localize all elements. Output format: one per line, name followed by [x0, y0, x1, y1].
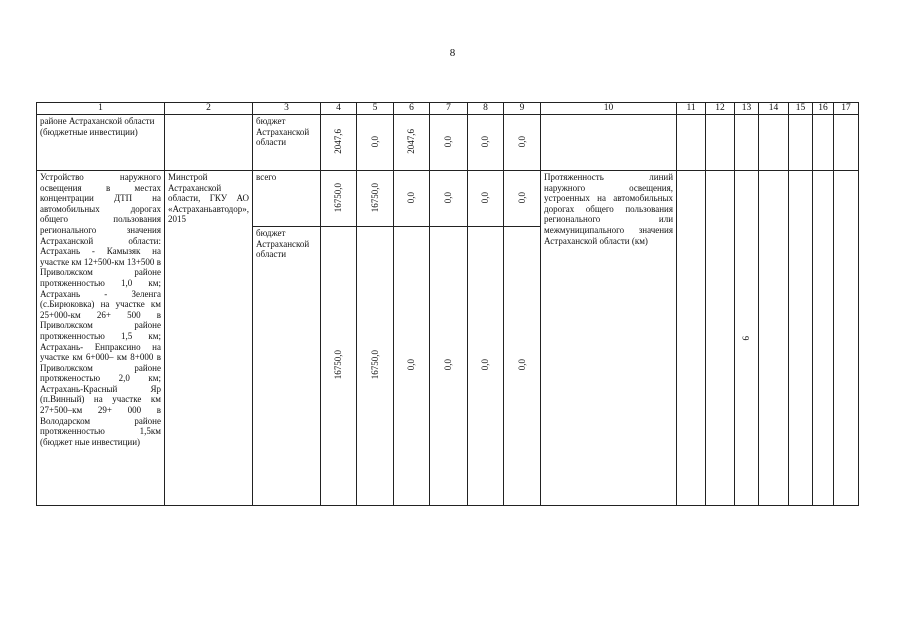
value-text: 0,0 [516, 191, 527, 203]
program-table [36, 102, 859, 506]
value-text: 0,0 [480, 359, 491, 371]
header-cell: 16 [813, 103, 834, 115]
value-cell [357, 171, 394, 227]
header-cell: 2 [165, 103, 253, 115]
header-cell: 8 [468, 103, 504, 115]
value-cell [321, 115, 357, 171]
value-cell [430, 115, 468, 171]
header-row [37, 103, 859, 115]
empty-cell [789, 171, 813, 506]
empty-cell [813, 171, 834, 506]
indicator-cell: Протяженность линий наружного освещения, устроенных на автомобильных дорогах общего пользования регионального или межмуниципального значения Астраханской области (км) [541, 171, 677, 506]
value-text: 16750,0 [369, 350, 380, 380]
value-cell [394, 227, 430, 506]
value-cell [468, 227, 504, 506]
value-cell [430, 171, 468, 227]
value-cell [504, 115, 541, 171]
empty-cell [759, 115, 789, 171]
indicator-value-cell [735, 171, 759, 506]
empty-cell [735, 115, 759, 171]
header-cell: 7 [430, 103, 468, 115]
executor-cell: Минстрой Астраханской области, ГКУ АО «Астраханьавтодор», 2015 [165, 171, 253, 506]
value-text: 0,0 [480, 135, 491, 147]
empty-cell [706, 115, 735, 171]
value-text: 2047,6 [406, 128, 417, 154]
header-cell: 4 [321, 103, 357, 115]
header-cell: 17 [834, 103, 859, 115]
source-cell: всего [253, 171, 321, 227]
header-cell: 9 [504, 103, 541, 115]
header-cell: 13 [735, 103, 759, 115]
value-cell [504, 227, 541, 506]
value-text: 16750,0 [333, 182, 344, 212]
value-text: 0,0 [369, 135, 380, 147]
value-text: 0,0 [443, 135, 454, 147]
empty-cell [759, 171, 789, 506]
value-cell [357, 227, 394, 506]
value-text: 0,0 [406, 191, 417, 203]
value-cell [321, 227, 357, 506]
value-cell [468, 171, 504, 227]
source-cell: бюджет Астраханской области [253, 227, 321, 506]
empty-cell [706, 171, 735, 506]
header-cell: 6 [394, 103, 430, 115]
header-cell: 14 [759, 103, 789, 115]
header-cell: 5 [357, 103, 394, 115]
table-row-total [37, 171, 859, 227]
value-cell [504, 171, 541, 227]
value-cell [394, 171, 430, 227]
event-name-cell: районе Астраханской области (бюджетные инвестиции) [37, 115, 165, 171]
empty-cell [834, 171, 859, 506]
value-text: 2047,6 [333, 128, 344, 154]
empty-cell [813, 115, 834, 171]
table-row-previous [37, 115, 859, 171]
value-cell [357, 115, 394, 171]
value-text: 16750,0 [369, 182, 380, 212]
value-text: 0,0 [480, 191, 491, 203]
value-cell [321, 171, 357, 227]
header-cell: 10 [541, 103, 677, 115]
value-text: 0,0 [516, 135, 527, 147]
header-cell: 3 [253, 103, 321, 115]
empty-cell [677, 115, 706, 171]
value-cell [430, 227, 468, 506]
header-cell: 15 [789, 103, 813, 115]
header-cell: 12 [706, 103, 735, 115]
value-text: 16750,0 [333, 350, 344, 380]
header-cell: 1 [37, 103, 165, 115]
event-name-cell: Устройство наружного освещения в местах концентрации ДТП на автомобильных дорогах общего пользования регионального значения Астраханской области: Астрахань - Камызяк на участке км 12+500-км 13+500 в Приволжском районе протяженностью 1,0 км; Астрахань - Зеленга (с.Бирюковка) на участке км 25+000-км 26+ 500 в Приволжском районе протяженностью 1,5 км; Астрахань- Енпраксино на участке км 6+000– км 8+000 в Приволжском районе протяженостью 2,0 км; Астрахань-Красный Яр (п.Винный) на участке км 27+500–км 29+ 000 в Володарском районе протяженностью 1,5км (бюджет ные инвестиции) [37, 171, 165, 506]
empty-cell [834, 115, 859, 171]
value-text: 0,0 [443, 359, 454, 371]
value-cell [468, 115, 504, 171]
empty-cell [789, 115, 813, 171]
header-cell: 11 [677, 103, 706, 115]
source-cell: бюджет Астраханской области [253, 115, 321, 171]
value-cell [394, 115, 430, 171]
value-text: 0,0 [516, 359, 527, 371]
value-text: 0,0 [406, 359, 417, 371]
indicator-cell [541, 115, 677, 171]
page-number: 8 [449, 47, 456, 59]
value-text: 0,0 [443, 191, 454, 203]
executor-cell [165, 115, 253, 171]
empty-cell [677, 171, 706, 506]
indicator-value-text: 6 [741, 336, 752, 341]
